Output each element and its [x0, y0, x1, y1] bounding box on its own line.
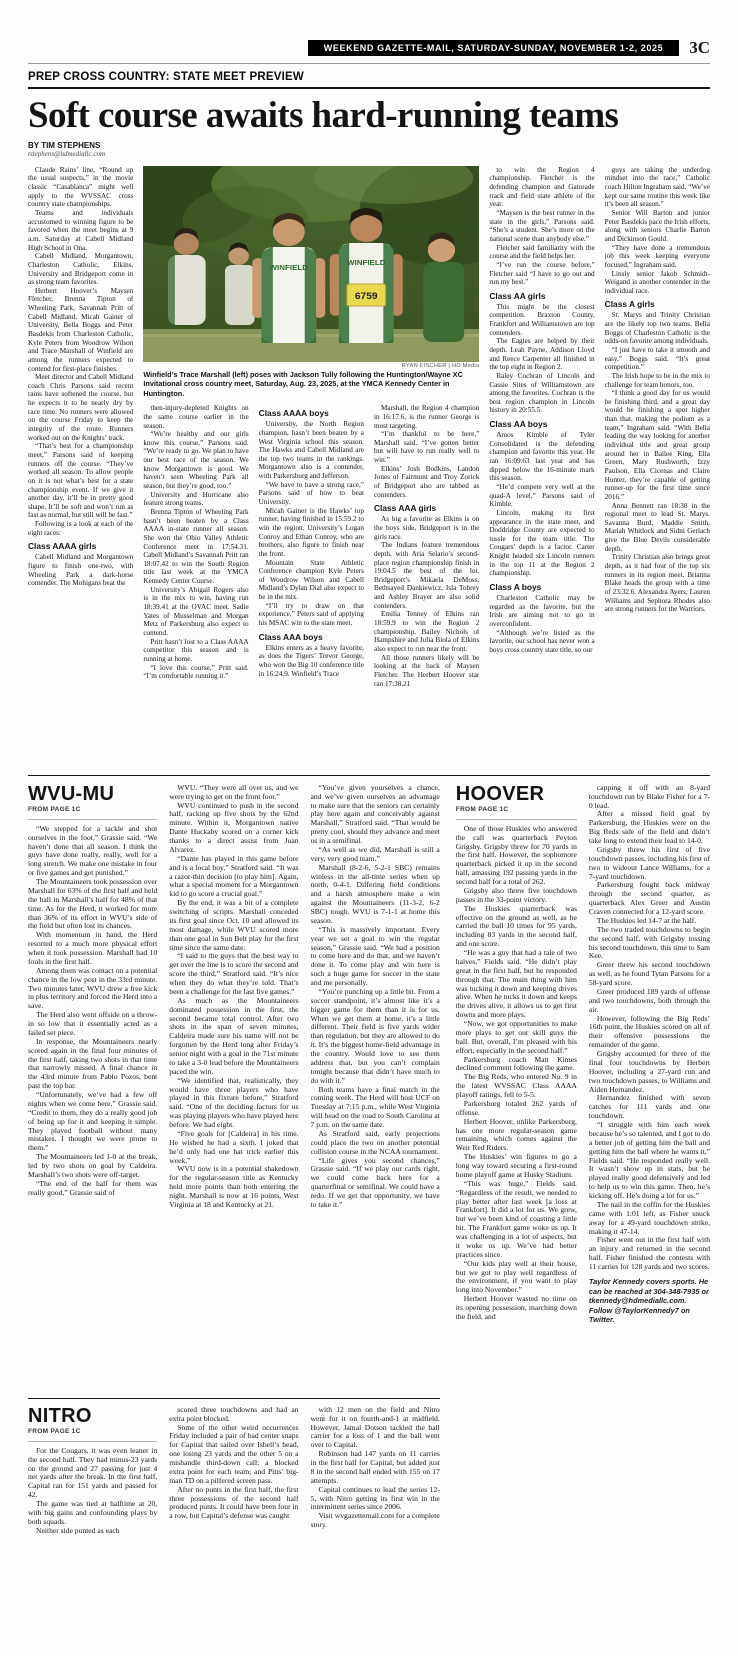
story-paragraph: “Unfortunately, we’ve had a few off nights when we come here,” Grassie said. “Credit to them, they do a really good job of being up for it and keeping it simple. They played football without many mistakes. I thought we were prone to them.”: [28, 1090, 158, 1153]
nitro-column-1: [28, 1447, 157, 1536]
story-paragraph: Parkersburg fought back midway through the second quarter, as quarterback Alex Greer and Austin Craven connected for a 12-yard score.: [588, 880, 710, 917]
story-paragraph: Herbert Hoover’s Maysen Fletcher, Brenna Tipton of Wheeling Park, Savannah Pritt of Cabell Midland, Micah Gainer of University, Bella Boggs and Peter Basdekis from Charleston Catholic, Kyle Peters from Woodrow Wilson and Trace Marshall of Winfield are among the runners expected to contend for first-place finishes.: [28, 286, 134, 373]
story-paragraph: “I think a good day for us would be finishing third, and a great day would be finishing a spot higher than that, making the podium as a team,” Ingraham said. “With Bella leading the way looking for another individual title and great group around her in Bailee King, Ella Green, Mary Rushworth, Izzy Paulson, Ella Cicenas and Claire Hunter, they’re capable of getting runner-up for the first time since 2016.”: [604, 389, 710, 501]
story-paragraph: Elkins’ Josh Bodkins, Landon Jones of Fairmont and Troy Zorick of Bridgeport also are tabbed as contenders.: [373, 464, 480, 499]
story-paragraph: The nail in the coffin for the Huskies came with 1:01 left, as Fisher snuck away for a 49-yard touchdown strike, making it 47-14.: [588, 1199, 710, 1236]
story-paragraph: WVU. “They were all over us, and we were trying to get on the front foot.”: [169, 783, 299, 801]
story-paragraph: Claude Rains’ line, “Round up the usual suspects,” in the movie classic “Casablanca” might well apply to the WVSSAC cross country state championships.: [28, 165, 134, 209]
nitro-title: NITRO: [28, 1405, 92, 1427]
nitro-frompage: FROM PAGE 1C: [28, 1427, 81, 1435]
story-paragraph: “We’re healthy and our girls know this course,” Parsons said. “We’re ready to go. We plan to have our best race of the season. We know Morgantown is good. We haven’t seen Wheeling Park all season, but they’re good, too.”: [143, 430, 249, 491]
story-paragraph: Among them was contact on a potential chance in the low post in the 33rd minute. Two minutes later, WVU drew a free kick in plus territory and forced the Herd into a save.: [28, 965, 158, 1011]
story-paragraph: Teams and individuals accustomed to winning figure to be favored when the meet begins at 9 a.m. Saturday at Cabell Midland High School in Ona.: [28, 209, 134, 252]
story-paragraph: Parkersburg coach Matt Kimes declined comment following the game.: [455, 1054, 577, 1073]
wvu-mu-header: [28, 784, 157, 820]
story-paragraph: Robinson had 147 yards on 11 carries in the first half for Capital, but added just 8 in the second half ended with 155 on 17 attempts.: [310, 1449, 440, 1485]
story-paragraph: Linsly senior Jakob Schmidt-Weigand is another contender in the individual race.: [604, 269, 710, 295]
story-paragraph: However, following the Big Reds’ 16th point, the Huskies scored on all of their offensive possessions the remainder of the game.: [588, 1013, 710, 1050]
story-paragraph: University, the North Region champion, hasn’t been beaten by a West Virginia school this season. The Hawks and Cabell Midland are the top two teams in the rankings. Morgantown also is a contender, with Parkersburg and Jefferson.: [258, 420, 364, 481]
class-subhead: Class AA boys: [489, 419, 548, 430]
story-paragraph: As big a favorite as Elkins is on the boys side, Bridgeport is in the girls race.: [373, 515, 480, 541]
story-paragraph: Some of the other weird occurrences Friday included a pair of bad center snaps for Capital that sailed over Isbell’s head, one losing 23 yards and the other 5 on a mishandle third-down call; a blocked extra point for each team; and Pitts’ big-man TD on a pilfered screen pass.: [169, 1422, 299, 1485]
story-paragraph: One of those Huskies who answered the call was quarterback Peyton Grigsby. Grigsby threw for 70 yards in the first half. However, the sophomore quarterback picked it up in the second half, amassing 192 passing yards in the second half for a total of 262.: [455, 823, 577, 887]
story-paragraph: The two traded touchdowns to begin the second half, with Grigsby tossing his second touchdown, this time to Sam Kee.: [588, 924, 710, 961]
story-paragraph: Fisher went out in the first half with an injury and returned in the second half. Fisher finished the contests with 11 carries for 128 yards and two scores.: [588, 1235, 710, 1272]
main-story: [28, 166, 710, 766]
byline-email: tstephens@hdmediallc.com: [28, 150, 106, 159]
story-paragraph: “You’ve given yourselves a chance, and we’ve given ourselves an advantage to make sure that the seniors can certainly play here again and conceivably against Marshall,” Stratford said. “That would be pretty cool, should they advance and meet us in a semifinal.: [310, 783, 440, 846]
story-paragraph: St. Marys and Trinity Christian are the likely top two teams. Bella Boggs of Charleston Catholic is the odds-on favorite among individuals.: [604, 311, 710, 346]
story-paragraph: “Maysen is the best runner in the state in the girls,” Parsons said. “She’s a student. She’s more on the national scene than anybody else.”: [489, 209, 595, 243]
story-paragraph: The Irish hope to be in the mix to challenge for team honors, too.: [604, 371, 710, 389]
story-paragraph: with 12 men on the field and Nitro went for it on fourth-and-1 at midfield. However, Jamal Dotson tackled the ball carrier for a loss of 1 and the ball went over to Capital.: [310, 1405, 440, 1450]
story-paragraph: “I’m thankful to be here,” Marshall said. “I’ve gotten better but will have to run really well to win.”: [373, 430, 480, 465]
story-paragraph: WVU continued to push in the second half, racking up five shots by the 62nd minute. Within it, Morgantown native Dante Huckaby scored on a corner kick thanks to a direct assist from Juan Alvarez.: [169, 800, 299, 854]
bib-number: 6759: [355, 291, 378, 302]
hoover-column-2-text: [589, 784, 710, 1272]
story-paragraph: guys are taking the underdog mindset into the race,” Catholic coach Hilton Ingraham said. “We’ve kept our same routine this week like it’s been all season.”: [604, 165, 710, 209]
story-paragraph: Hernandez finished with seven catches for 111 yards and one touchdown.: [588, 1093, 710, 1121]
story-paragraph: Brenna Tipton of Wheeling Park hasn’t been beaten by a Class AAAA in-state runner all season. She won the Ohio Valley Athletic Conference meet in 17:54.31. Cabell Midland’s Savannah Pritt ran 18:07.42 to win the South Region title last week at the YMCA Kennedy Center Course.: [143, 507, 249, 586]
story-paragraph: The Eagles are helped by their depth. Leah Payne, Addison Lloyd and Reece Carpenter all finished in the top eight in Region 2.: [489, 337, 595, 372]
story-paragraph: Pritt hasn’t lost to a Class AAAA competitor this season and is running at home.: [143, 637, 249, 663]
story-paragraph: In response, the Mountaineers nearly scored again in the final four minutes of the first half, taking two shots in that time that narrowly missed. A final chance in the 43rd minute from Pablo Pozos, bent past the top bar.: [28, 1036, 158, 1091]
class-subhead: Class AAA girls: [373, 503, 437, 514]
main-headline: Soft course awaits hard-running teams: [28, 95, 619, 136]
story-paragraph: For the Cougars, it was even leaner in the second half. They had minus-23 yards on the ground and 27 passing for just 4 net yards after the break. In the first half, Capital ran for 151 yards and passed for 42.: [28, 1445, 158, 1500]
story-paragraph: Neither side punted as each: [36, 1525, 120, 1535]
story-paragraph: “I just have to take it smooth and easy,” Boggs said. “It’s great competition.”: [604, 346, 710, 372]
story-paragraph: “Our kids play well at their house, but we got to play well regardless of the environment, if you want to play long into November.”: [455, 1258, 577, 1295]
story-paragraph: The Huskies quarterback was effective on the ground as well, as he carried the ball 10 times for 95 yards, including 83 yards in the second half, and one score.: [455, 903, 577, 949]
nitro-story: [28, 1398, 440, 1656]
story-paragraph: capping it off with an 8-yard touchdown run by Blake Fisher for a 7-0 lead.: [588, 783, 710, 810]
story-column-6: [605, 166, 710, 766]
story-paragraph: This might be the closest competition. Braxton County, Frankfort and Williamstown are top contenders.: [489, 302, 595, 337]
nitro-column-2: [169, 1406, 298, 1656]
story-paragraph: “He was a guy that had a tale of two halves,” Fields said. “He didn’t play great in the first half, but he responded through that. The main thing with him was tucking it down and keeping drives alive. When he tucks it down and keeps the drives alive, it allows us to get first downs and more plays.: [455, 948, 577, 1020]
story-paragraph: The Herd also went offside on a throw-in so low that it essentially acted as a failed set piece.: [28, 1010, 158, 1037]
wvu-mu-story: [28, 784, 440, 1390]
story-paragraph: Herbert Hoover, unlike Parkersburg, has one more regular-season game remaining, which comes against the Weir Red Riders.: [455, 1116, 577, 1153]
jump-stories: [28, 776, 710, 1656]
wvu-mu-column-3: [311, 784, 440, 1390]
hoover-title: HOOVER: [455, 783, 545, 805]
edition-banner: WEEKEND GAZETTE-MAIL, SATURDAY-SUNDAY, NOVEMBER 1-2, 2025: [308, 40, 679, 56]
masthead-rule: [28, 63, 710, 64]
story-paragraph: Herbert Hoover wasted no time on its opening possession, marching down the field, and: [455, 1294, 577, 1321]
story-paragraph: Senior Will Barton and junior Peter Basdekis pace the Irish efforts, along with seniors Charlie Barton and Dickinson Gould.: [604, 209, 710, 243]
story-paragraph: “We have to have a strong race,” Parsons said of how to beat University.: [258, 480, 364, 507]
section-kicker: PREP CROSS COUNTRY: STATE MEET PREVIEW: [28, 71, 710, 89]
masthead: [28, 38, 710, 58]
story-paragraph: University and Hurricane also feature strong teams.: [143, 490, 249, 508]
class-subhead: Class A girls: [604, 299, 655, 310]
story-paragraph: Elkins enters as a heavy favorite, as does the Tigers’ Trevor George, who won the Big 10 conference title in 16:24.9. Winfield’s Trace: [258, 643, 364, 678]
story-paragraph: “Life gives you second chances,” Grassie said. “If we play our cards right, we could come back here for a quarterfinal or semifinal. We could have a redo. If we get that opportunity, we have to take it.”: [310, 1155, 440, 1209]
story-paragraph: Grigsby threw his first of five touchdown passes, including his first of two to wideout Lance Williams, for a 7-yard touchdown.: [588, 844, 710, 881]
jump-right-region: [456, 784, 710, 1656]
story-paragraph: The Indians feature tremendous depth, with Aria Selario’s second-place region championship finish in 19:04.5 the best of the lot. Bridgeport’s Mikaela DeMoss, Bethsayed Dankiewicz, Isla Tobrey and Ashley Brayer are also solid contenders.: [373, 541, 480, 610]
story-paragraph: After no punts in the first half, the first three possessions of the second half produced punts. It could have been four in a row, but Capital’s defense was caught: [169, 1484, 299, 1521]
story-paragraph: Parkersburg totaled 262 yards of offense.: [455, 1098, 577, 1117]
story-paragraph: The Huskies’ win figures to go a long way toward securing a first-round home playoff game at Husky Stadium.: [455, 1152, 577, 1179]
story-paragraph: The Big Reds, who entered No. 9 in the latest WVSSAC Class AAAA playoff ratings, fell to 5-5.: [455, 1072, 577, 1100]
story-paragraph: “This was huge,” Fields said. “Regardless of the result, we needed to play better after last week [a loss at Frankfort]. It did a lot for us. We grew, but we’ve been kind of coasting a little bit. The Frankfort game woke us up. It was challenging in a lot of aspects, but it woke us up. We’ve had better practices since.: [455, 1178, 577, 1259]
story-paragraph: As Stratford said, early projections could place the two on another potential collision course in the NCAA tournament.: [310, 1128, 440, 1156]
wvu-mu-frompage: FROM PAGE 1C: [28, 805, 81, 813]
story-paragraph: “The end of the half for them was really good,” Grassie said of: [28, 1178, 158, 1197]
story-paragraph: The Mountaineers took possession over Marshall for 63% of the first half and held the ball in Marshall’s half for 48% of that time. As for the Herd, it worked for more than 36% of its effort in WVU’s side of the field but often lost its chances.: [28, 877, 158, 931]
story-paragraph: “We stepped for a tackle and shot ourselves in the foot,” Grassie said. “We haven’t done that all season. I think the guys have done really, really, well for a long stretch. We make one mistake in four or five games and get punished.”: [28, 823, 158, 878]
story-paragraph: Capital continues to lead the series 12-5, with Nitro getting its first win in the intermittent series since 2006.: [310, 1484, 440, 1512]
story-paragraph: scored three touchdowns and had an extra point blocked.: [169, 1405, 299, 1423]
story-paragraph: “That’s best for a championship meet,” Parsons said of keeping runners off the course. “They’ve worked all season. To allow people on it is not what’s best for a state championship event. If we give it another day, it’ll be in pretty good shape. It’ll be soft and won’t run as fast as normal, but still will be fast.”: [28, 442, 134, 520]
nitro-header: [28, 1406, 157, 1442]
hoover-story: [456, 784, 710, 1656]
story-paragraph: Following is a look at each of the eight races:: [28, 520, 134, 537]
story-paragraph: Amos Kimble of Tyler Consolidated is the defending champion and favorite this year. He ran 16:09.63 last year and has dipped below the 16-minute mark this season.: [489, 431, 595, 483]
story-paragraph: Visit wvgazettemail.com for a complete story.: [310, 1511, 440, 1530]
photo-and-columns: [143, 166, 479, 766]
story-paragraph: Marshall, the Region 4 champion in 16:17.6, is the runner George is most targeting.: [373, 404, 480, 430]
story-paragraph: By the end, it was a bit of a complete switching of scripts. Marshall conceded its first goal since Oct. 10 and allowed its most damage, while WVU scored more than one goal in Sun Belt play for the first time since the same date.: [169, 898, 299, 952]
story-paragraph: “He’d compete very well at the quad-A level,” Parsons said of Kimble.: [489, 482, 595, 509]
story-paragraph: “Now, we got opportunities to make more plays to get our skill guys the ball. But, overall, I’m pleased with his effort, especially in the second half.”: [455, 1019, 577, 1055]
story-paragraph: Both teams have a final match in the coming week. The Herd will host UCF on Tuesday at 7:15 p.m., while West Virginia will head on the road to South Carolina at 7 p.m. on the same date.: [310, 1084, 440, 1130]
story-paragraph: Cabell Midland and Morgantown figure to finish one-two, with Wheeling Park a dark-horse contender. The Mohigans beat the: [28, 553, 134, 588]
story-paragraph: All those runners likely will be looking at the back of Maysen Fletcher. The Herbert Hoover star ran 17:38.21: [373, 653, 480, 688]
reporter-bio: Taylor Kennedy covers sports. He can be reached at 304-348-7935 or tkennedy@hdmediallc.com. Follow @TaylorKennedy7 on Twitter.: [588, 1276, 709, 1325]
story-paragraph: “I’ll try to draw on that experience,” Peters said of applying his MSAC win to the state meet.: [258, 601, 364, 628]
class-subhead: Class AAA boys: [258, 631, 323, 642]
story-paragraph: Charleston Catholic may be regarded as the favorite, but the Irish are aiming not to go in overconfident.: [489, 594, 595, 628]
story-paragraph: Mountain State Athletic Conference champion Kyle Peters of Woodrow Wilson and Cabell Midland’s Dylan Dial also expect to be in the mix.: [258, 558, 364, 602]
story-paragraph: then-injury-depleted Knights on the same course earlier in the season.: [143, 404, 249, 430]
byline: BY TIM STEPHENS: [28, 140, 101, 150]
story-paragraph: Emilia Tenney of Elkins ran 18:59.9 to win the Region 2 championship. Bailey Nichols of Hampshire and Julia Biola of Elkins also expect to run near the front.: [373, 610, 480, 653]
story-column-4: [374, 404, 479, 766]
hoover-column-2: [589, 784, 710, 1656]
story-paragraph: “Although we’re listed as the favorite, our school has never won a boys cross country state title, so our: [489, 628, 595, 654]
story-paragraph: Raley Cochran of Lincoln and Cassie Sites of Williamstown are among the favorites. Cochran is the best region champion in Lincoln history in 20:55.5.: [489, 371, 595, 415]
page-number: 3C: [689, 38, 710, 57]
story-paragraph: Trinity Christian also brings great depth, as it had four of the top six runners in its region meet. Brianna Blake heads the group with a time of 23:32.6. Alexandra Ayers, Lauren Williams and Sephora Rhodes also are strong runners for the Warriors.: [604, 553, 710, 614]
hoover-frompage: FROM PAGE 1C: [455, 805, 509, 813]
photo-figure: [143, 166, 479, 398]
story-paragraph: “They have done a tremendous job this week keeping everyone focused,” Ingraham said.: [604, 243, 710, 269]
story-paragraph: Anna Bennett ran 18:38 in the regional meet to lead St. Marys. Savanna Burd, Maddie Smith, Mariah Whitlock and Sidni Gerlach give the Blue Devils considerable depth.: [604, 501, 710, 553]
hoover-header: [456, 784, 577, 820]
story-paragraph: “This is massively important. Every year we set a goal to win the regular season,” Grassie said. “We had a position to come here and do that, and we haven’t done it. To come play and win here is such a huge game for soccer in the state and me personally.: [310, 924, 440, 988]
runners-photo: [143, 166, 479, 362]
nitro-column-3: [311, 1406, 440, 1656]
story-paragraph: Fletcher said familiarity with the course and the field helps her.: [489, 243, 595, 261]
story-paragraph: As much as the Mountaineers dominated possession in the first, the second became total control. After two shots in the span of seven minutes, Caldeira made sure his name will not be forgotten by the Herd long after Friday’s senior night with a goal in the 71st minute to take a 3-0 lead before the Mountaineers paced the win.: [169, 995, 299, 1076]
story-paragraph: Micah Gainer is the Hawks’ top runner, having finished in 15:59.2 to win the region. University’s Logan Conroy and Ethan Conroy, who are brothers, also figure to finish near the front.: [258, 506, 364, 558]
story-paragraph: Marshall (8-2-6, 5-2-1 SBC) remains winless in the all-time series when up north, 0-4-1. Differing field conditions and a harsh atmosphere make a win against the Mountaineers (11-3-2, 6-2 SBC) tough. WVU is 7-1-1 at home this season.: [310, 862, 440, 925]
story-paragraph: Lincoln, making its first appearance in the state meet, and Doddridge County are expected to tussle for the team title. The Cougars’ depth is a factor. Carter Knight headed six Lincoln runners in the top 11 at the Region 2 championship.: [489, 508, 595, 578]
story-column-1: [28, 166, 133, 766]
story-column-2: [143, 404, 248, 766]
story-paragraph: “Dante has played in this game before and is a local boy,” Stratford said. “It was a razor-thin decision [to play him]. Again, what a special moment for a Morgantown kid to go score a crucial goal.”: [169, 853, 299, 899]
story-paragraph: Cabell Midland, Morgantown, Charleston Catholic, Elkins, University and Bridgeport come in as strong team favorites.: [28, 252, 134, 287]
story-paragraph: “Five goals for [Caldeira] in his time. He wished he had a sixth. I joked that he’d only had one hat trick earlier this week.”: [169, 1128, 299, 1165]
wvu-mu-title: WVU-MU: [28, 783, 115, 805]
story-paragraph: “We identified that, realistically, they would have three players who have played in this fixture before,” Stratford said. “One of the deciding factors for us was playing players who have played here before. We had eight.: [169, 1075, 299, 1130]
story-paragraph: University’s Abigail Rogers also is in the mix to win, having run 18:39.41 at the OVAC meet. Sadie Yates of Musselman and Morgan Metz of Parkersburg also expect to contend.: [143, 585, 249, 637]
photo-credit: RYAN FISCHER | HD Media: [401, 362, 480, 369]
story-paragraph: The Huskies led 14-7 at the half.: [596, 915, 697, 925]
middle-columns: [143, 404, 479, 766]
story-paragraph: “I love this course,” Pritt said. “I’m comfortable running it.”: [143, 663, 249, 681]
class-subhead: Class AAAA girls: [28, 541, 97, 552]
wvu-mu-column-1: [28, 825, 157, 1198]
story-paragraph: Grigsby also threw five touchdown passes in the 33-point victory.: [455, 885, 577, 904]
story-paragraph: Grigsby accounted for three of the final four touchdowns by Herbert Hoover, including a 27-yard run and two touchdown passes, to Williams and Aiden Hernandez.: [588, 1049, 710, 1094]
wvu-mu-column-2: [169, 784, 298, 1390]
story-column-5: [489, 166, 594, 766]
story-paragraph: After a missed field goal by Parkersburg, the Huskies were on the Big Reds side of the field and didn’t take long to extend their lead to 14-0.: [588, 809, 710, 846]
class-subhead: Class AA girls: [489, 290, 546, 301]
jump-left-region: [28, 784, 440, 1656]
class-subhead: Class AAAA boys: [258, 408, 329, 419]
story-paragraph: Greer threw his second touchdown as well, as he found Tytan Parsons for a 58-yard score.: [588, 960, 710, 988]
story-paragraph: Meet director and Cabell Midland coach Chris Parsons said recent rains have softened the course, but he expects it to be nearly dry by race time. No runners were allowed on the course Friday to keep the integrity of the route. Runners worked out on the Knights’ track.: [28, 373, 134, 442]
story-paragraph: “I said to the guys that the best way to get over the line is to score the second and score the third,” Stratford said. “It’s nice when they do what they’re told. That’s been a challenge for the last five games.”: [169, 951, 299, 996]
story-paragraph: “I struggle with him each week because he’s so talented, and I got to do a better job of getting him the ball and getting him the ball where he wants it,” Fields said. “He responded really well. It wasn’t show up in stats, but he played really good defensively and led to help us to win this game. Then, he’s kicking off. He’s doing a lot for us.”: [588, 1120, 710, 1201]
story-paragraph: The Mountaineers led 1-0 at the break, led by two shots on goal by Caldeira. Marshall’s two shots were off-target.: [28, 1152, 158, 1179]
class-subhead: Class A boys: [489, 582, 542, 593]
photo-caption: Winfield’s Trace Marshall (left) poses with Jackson Tully following the Huntington/Wayne XC Invitational cross country meet, Saturday, Aug. 23, 2025, at the YMCA Kennedy Center in Huntington.: [143, 369, 463, 398]
story-column-3: [259, 404, 364, 766]
jersey-text: WINFIELD: [269, 263, 309, 272]
story-paragraph: to win the Region 4 championship. Fletcher is the defending champion and Gatorade track and field state athlete of the year.: [489, 165, 595, 209]
story-paragraph: Greer produced 189 yards of offense and two touchdowns, both through the air.: [588, 986, 710, 1014]
hoover-column-1: [456, 825, 577, 1322]
byline-block: [28, 141, 710, 159]
story-paragraph: “I’ve run the course before,” Fletcher said “I have to go out and run my best.”: [489, 260, 595, 287]
story-paragraph: The game was tied at halftime at 20, with big gains and confounding plays by both squads.: [28, 1499, 158, 1526]
story-paragraph: “You’re punching up a little bit. From a soccer standpoint, it’s almost like it’s a bigger game for them than it is for us. When we get them at home, it’s a little different. Their field is five yards wider than regulation, but they are allowed to do it. It’s the biggest home-field advantage in the country. Would love to see them address that, but you can’t complain tonight because that didn’t have much to do with it.”: [310, 986, 440, 1085]
story-paragraph: With momentum in hand, the Herd resorted to a much more physical effort when it took possession. Marshall had 10 fouls in the first half.: [28, 930, 158, 966]
jersey-text: WINFIELD: [347, 258, 386, 267]
story-paragraph: “As well as we did, Marshall is still a very, very good team.”: [310, 844, 440, 863]
story-paragraph: WVU now is in a potential shakedown for the regular-season title as Kentucky held more points than both entering the night. Marshall is now at 16 points, West Virginia at 18 and Kentucky at 21.: [169, 1164, 299, 1209]
